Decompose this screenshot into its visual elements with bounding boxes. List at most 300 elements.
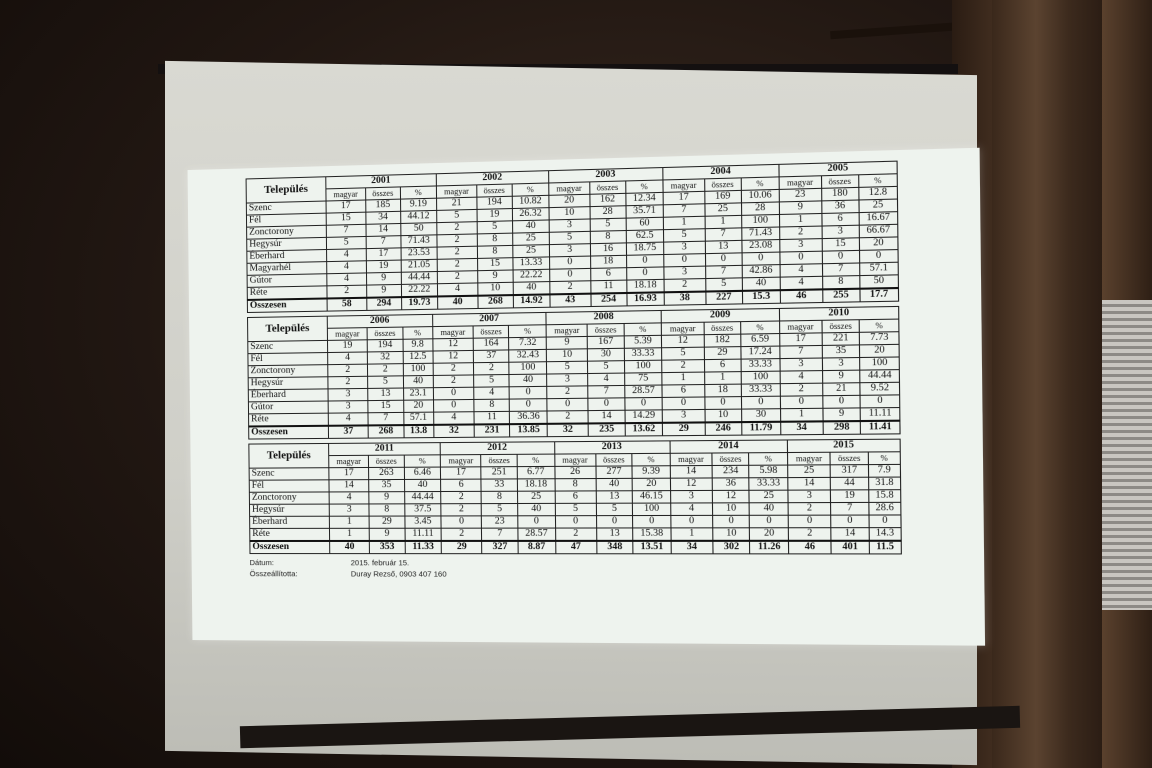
settlement-name: Réte [249, 413, 329, 426]
table-cell: 9 [477, 270, 513, 283]
sub-header: magyar [326, 188, 366, 201]
table-cell: 6 [821, 213, 858, 226]
table-cell: 3.45 [405, 516, 442, 528]
total-cell: 11.26 [750, 541, 789, 554]
sub-header: % [741, 321, 780, 334]
table-cell: 4 [670, 503, 712, 516]
year-header: 2005 [779, 161, 897, 177]
table-cell: 12 [433, 338, 474, 351]
table-cell: 1 [663, 216, 705, 229]
date-value: 2015. február 15. [350, 558, 410, 568]
table-cell: 10 [549, 207, 590, 220]
table-cell: 32.43 [509, 349, 546, 362]
table-cell: 12 [433, 350, 474, 363]
table-cell: 100 [633, 503, 671, 516]
table-cell: 1 [704, 372, 741, 385]
table-cell: 5.98 [749, 465, 788, 478]
table-cell: 10.06 [741, 189, 779, 202]
table-cell: 0 [742, 252, 780, 265]
table-cell: 234 [712, 465, 749, 478]
table-cell: 15 [477, 258, 513, 271]
table-cell: 18 [704, 384, 741, 397]
table-cell: 5 [547, 361, 588, 374]
table-cell: 0 [625, 397, 663, 410]
table-cell: 5 [662, 347, 704, 360]
table-cell: 6 [590, 268, 626, 281]
table-cell: 0 [662, 397, 704, 410]
table-cell: 4 [329, 492, 369, 504]
sub-header: % [625, 180, 663, 193]
table-cell: 40 [513, 282, 550, 296]
table-cell: 13 [705, 240, 742, 253]
table-cell: 3 [329, 504, 369, 516]
table-cell: 4 [474, 387, 510, 400]
sub-header: % [509, 325, 546, 338]
table-cell: 23.08 [742, 240, 780, 253]
table-cell: 6.77 [517, 466, 554, 479]
table-cell: 0 [626, 255, 664, 268]
table-cell: 40 [403, 375, 433, 388]
table-cell: 182 [704, 334, 741, 347]
table-cell: 19 [366, 260, 401, 273]
total-cell: 255 [822, 289, 859, 303]
table-cell: 2 [441, 491, 482, 503]
table-cell: 3 [780, 358, 823, 371]
table-cell: 44.12 [400, 210, 436, 223]
table-cell: 3 [328, 401, 368, 414]
table-cell: 62.5 [626, 230, 664, 243]
sub-header: % [517, 454, 554, 467]
header-label: Település [249, 443, 329, 468]
table-cell: 0 [555, 516, 596, 528]
table-cell: 10 [705, 409, 742, 422]
table-cell: 2 [437, 222, 477, 235]
table-cell: 0 [705, 253, 742, 266]
table-cell: 14 [788, 477, 831, 490]
table-cell: 8 [369, 504, 404, 516]
table-cell: 17.24 [741, 346, 780, 359]
table-cell: 6 [555, 491, 596, 503]
table-cell: 0 [741, 396, 780, 409]
table-cell: 4 [433, 412, 474, 425]
sub-header: % [859, 319, 898, 332]
table-cell: 12.8 [858, 186, 897, 200]
table-cell: 5 [596, 503, 633, 515]
sub-header: magyar [327, 328, 367, 341]
sub-header: magyar [441, 455, 482, 467]
table-cell: 25 [512, 232, 549, 245]
table-cell: 0 [510, 386, 547, 399]
table-cell: 40 [404, 479, 441, 491]
total-cell: 58 [327, 298, 367, 311]
table-cell: 0 [626, 267, 664, 280]
table-cell: 17 [366, 248, 401, 261]
table-cell: 35.71 [626, 205, 664, 218]
table-cell: 100 [741, 371, 780, 384]
total-cell: 268 [478, 295, 514, 308]
table-cell: 18.18 [626, 279, 664, 293]
table-cell: 9 [369, 528, 404, 541]
table-cell: 29 [704, 347, 741, 360]
sub-header: összes [712, 453, 749, 466]
table-cell: 21 [437, 197, 477, 210]
sub-header: összes [473, 325, 509, 338]
sub-header: összes [365, 187, 400, 200]
total-cell: 268 [368, 425, 403, 438]
table-cell: 7 [588, 385, 625, 398]
table-cell: 0 [869, 515, 901, 528]
sub-header: magyar [788, 452, 831, 465]
table-cell: 40 [517, 503, 554, 515]
table-cell: 17 [329, 467, 369, 479]
total-cell: 13.62 [625, 423, 663, 436]
table-cell: 8 [590, 231, 626, 244]
year-header: 2003 [549, 168, 663, 183]
table-cell: 40 [509, 374, 546, 387]
table-cell: 1 [671, 528, 713, 541]
table-cell: 6.46 [404, 467, 441, 479]
curtain-drape [992, 0, 1102, 768]
total-cell: 32 [547, 423, 588, 436]
sub-header: % [749, 453, 788, 466]
total-cell: 29 [663, 422, 705, 435]
total-cell: 11.41 [861, 421, 900, 434]
table-cell: 10 [712, 503, 749, 516]
total-cell: 254 [591, 293, 627, 307]
table-cell: 12 [712, 490, 749, 503]
total-cell: 353 [370, 541, 405, 554]
sub-header: % [632, 453, 670, 466]
table-cell: 1 [329, 528, 369, 541]
total-cell: 14.92 [513, 294, 550, 307]
table-cell: 20 [632, 478, 670, 491]
table-cell: 9.19 [400, 198, 436, 211]
table-cell: 7.32 [509, 337, 546, 350]
table-cell: 0 [750, 515, 789, 528]
table-cell: 10 [713, 528, 750, 541]
table-cell: 3 [549, 219, 590, 232]
table-cell: 2 [550, 281, 591, 295]
table-cell: 9 [369, 492, 404, 504]
total-row [250, 541, 902, 554]
total-cell: 227 [705, 291, 742, 305]
total-cell: 46 [780, 289, 822, 303]
table-cell: 3 [549, 244, 590, 257]
table-cell: 2 [555, 528, 596, 541]
table-cell: 0 [549, 256, 590, 269]
sub-header: összes [589, 181, 625, 194]
table-cell: 7 [831, 502, 869, 515]
table-cell: 2 [437, 271, 477, 284]
header-label: Település [248, 316, 328, 341]
table-cell: 2 [327, 285, 367, 298]
table-cell: 28.6 [869, 502, 901, 515]
total-cell: 34 [671, 541, 713, 554]
table-cell: 29 [369, 516, 404, 528]
table-cell: 2 [437, 234, 477, 247]
settlement-name: Fél [246, 213, 326, 227]
table-cell: 20 [859, 237, 898, 250]
table-cell: 22.22 [401, 284, 437, 297]
table-cell: 42.86 [742, 265, 780, 278]
table-cell: 20 [549, 194, 590, 207]
year-header: 2013 [554, 441, 670, 454]
date-label: Dátum: [249, 558, 274, 568]
sub-header: összes [587, 324, 624, 337]
table-cell: 14 [670, 465, 712, 478]
table-cell: 9.39 [632, 466, 670, 479]
sub-header: % [512, 183, 549, 196]
settlement-name: Hegysúr [247, 237, 327, 251]
table-cell: 3 [670, 490, 712, 503]
sub-header: összes [830, 452, 868, 465]
table-cell: 2 [662, 360, 704, 373]
table-cell: 71.43 [401, 235, 437, 248]
sub-header: összes [476, 184, 512, 197]
table-cell: 0 [441, 516, 482, 528]
table-cell: 23 [779, 188, 821, 202]
table-cell: 15.38 [633, 528, 671, 541]
settlement-name: Fél [249, 480, 329, 492]
year-header: 2001 [326, 174, 437, 189]
table-cell: 21.05 [401, 259, 437, 272]
sub-header: magyar [779, 320, 822, 333]
table-cell: 2 [328, 376, 368, 389]
table-cell: 2 [433, 363, 474, 376]
table-cell: 3 [780, 239, 822, 252]
table-cell: 3 [822, 225, 859, 238]
sub-header: magyar [779, 176, 821, 190]
total-label: Összesen [250, 541, 330, 554]
table-cell: 5 [555, 503, 596, 515]
sub-header: % [624, 323, 662, 336]
compiled-value: Duray Rezső, 0903 407 160 [350, 569, 447, 579]
table-cell: 26 [554, 466, 595, 479]
table-cell: 9 [823, 408, 861, 421]
total-cell: 16.93 [627, 292, 665, 306]
table-cell: 9 [366, 272, 401, 285]
table-cell: 33.33 [749, 478, 788, 491]
table-cell: 6 [441, 479, 482, 491]
table-cell: 6 [704, 359, 741, 372]
table-cell: 0 [547, 398, 588, 411]
settlement-name: Hegysúr [249, 504, 329, 516]
table-cell: 44.44 [404, 492, 441, 504]
table-cell: 11.11 [405, 528, 442, 541]
sub-header: magyar [670, 453, 712, 466]
table-cell: 4 [780, 276, 822, 290]
table-cell: 100 [741, 214, 779, 227]
table-cell: 0 [860, 395, 899, 408]
table-cell: 44 [831, 477, 869, 490]
table-cell: 66.67 [859, 224, 898, 237]
table-cell: 0 [822, 250, 859, 263]
table-cell: 100 [403, 363, 433, 376]
table-cell: 0 [633, 515, 671, 527]
slide-footer [250, 558, 963, 582]
table-cell: 23 [482, 516, 518, 528]
table-cell: 8 [474, 399, 510, 412]
table-cell: 3 [664, 241, 706, 254]
table-cell: 2 [780, 383, 823, 396]
sub-header: magyar [663, 179, 705, 193]
table-cell: 32 [368, 351, 403, 364]
table-cell: 12 [670, 478, 712, 491]
total-cell: 11.33 [405, 541, 442, 554]
table-cell: 0 [433, 399, 474, 412]
table-cell: 71.43 [741, 227, 779, 240]
table-cell: 1 [780, 408, 823, 421]
sub-header: magyar [554, 454, 595, 467]
table-cell: 33.33 [741, 359, 780, 372]
table-cell: 185 [365, 199, 400, 212]
table-cell: 3 [328, 388, 368, 401]
sub-header: összes [596, 454, 633, 467]
table-cell: 7.9 [868, 464, 900, 477]
table-cell: 0 [550, 268, 591, 281]
table-cell: 1 [779, 213, 821, 227]
table-cell: 164 [473, 338, 509, 351]
total-cell: 13.8 [404, 425, 434, 438]
stats-table [248, 439, 902, 555]
table-cell: 0 [780, 396, 823, 409]
table-cell: 3 [663, 409, 705, 422]
sub-header: magyar [433, 326, 474, 339]
settlement-name: Szenc [249, 468, 329, 481]
table-cell: 57.1 [403, 412, 433, 425]
total-cell: 40 [438, 296, 478, 309]
table-cell: 2 [788, 528, 831, 541]
total-cell: 11.5 [869, 541, 901, 554]
table-cell: 2 [779, 226, 821, 239]
table-cell: 37.5 [404, 504, 441, 516]
year-header: 2011 [329, 443, 441, 456]
table-cell: 40 [512, 220, 549, 233]
table-cell: 11 [590, 280, 626, 294]
table-cell: 13.33 [513, 257, 550, 270]
table-cell: 4 [327, 261, 367, 274]
total-cell: 29 [441, 541, 482, 554]
table-cell: 7.73 [860, 332, 899, 345]
sub-header: összes [369, 455, 404, 467]
table-cell: 25 [859, 199, 898, 213]
sub-header: magyar [436, 185, 476, 198]
table-cell: 9.52 [860, 382, 899, 395]
table-cell: 40 [596, 478, 633, 491]
table-cell: 100 [624, 360, 662, 373]
table-cell: 9 [822, 370, 860, 383]
total-label: Összesen [247, 298, 327, 312]
table-row [250, 528, 901, 541]
sub-header: % [868, 452, 900, 465]
settlement-name: Éberhard [250, 516, 330, 528]
sub-header: összes [481, 454, 517, 467]
table-cell: 46.15 [632, 491, 670, 504]
table-cell: 44.44 [860, 370, 899, 383]
total-cell: 46 [789, 541, 832, 554]
table-cell: 3 [664, 266, 706, 279]
table-cell: 25 [705, 203, 742, 216]
sub-header: % [400, 186, 436, 199]
table-cell: 194 [477, 196, 513, 209]
settlement-name: Zonctorony [248, 365, 328, 378]
table-cell: 0 [704, 397, 741, 410]
year-header: 2002 [436, 171, 548, 186]
table-cell: 9 [546, 336, 587, 349]
table-cell: 6.59 [741, 334, 780, 347]
table-cell: 9 [779, 201, 821, 215]
sub-header: magyar [662, 322, 704, 335]
table-cell: 1 [329, 516, 369, 528]
table-cell: 5 [368, 376, 403, 389]
year-header: 2010 [779, 306, 899, 321]
table-cell: 14.3 [869, 528, 901, 541]
table-cell: 4 [327, 249, 367, 262]
table-row [250, 515, 901, 528]
settlement-name: Éberhard [247, 249, 327, 263]
table-cell: 40 [742, 277, 780, 291]
table-cell: 100 [860, 357, 899, 370]
table-cell: 36.36 [510, 411, 547, 424]
table-cell: 12.5 [403, 351, 433, 364]
table-cell: 25 [788, 465, 831, 478]
table-cell: 4 [328, 413, 368, 426]
table-cell: 7 [663, 204, 705, 217]
table-cell: 14.29 [625, 410, 663, 423]
table-cell: 2 [437, 258, 477, 271]
table-cell: 7 [705, 265, 742, 278]
table-cell: 16.67 [859, 212, 898, 226]
table-cell: 36 [712, 478, 749, 491]
table-cell: 9 [366, 284, 401, 297]
table-cell: 5 [663, 229, 705, 242]
table-cell: 11.11 [860, 408, 899, 422]
year-header: 2015 [787, 439, 900, 452]
table-cell: 25 [512, 245, 549, 258]
sub-header: % [741, 177, 779, 191]
sub-header: összes [821, 175, 858, 189]
table-cell: 36 [821, 200, 858, 213]
table-cell: 13 [368, 388, 403, 401]
table-cell: 75 [624, 373, 662, 386]
table-cell: 8 [477, 233, 513, 246]
table-cell: 5 [437, 209, 477, 222]
table-cell: 221 [822, 332, 860, 345]
table-cell: 28.57 [518, 528, 555, 541]
table-cell: 7 [705, 228, 742, 241]
total-cell: 327 [482, 541, 518, 554]
table-cell: 60 [626, 217, 664, 230]
table-cell: 7 [368, 412, 403, 425]
total-cell: 38 [664, 292, 706, 306]
table-cell: 15 [326, 212, 366, 225]
year-header: 2007 [432, 312, 546, 326]
table-cell: 22.22 [513, 269, 550, 282]
table-cell: 23.53 [401, 247, 437, 260]
settlement-name: Gútor [248, 401, 328, 414]
total-cell: 40 [330, 541, 370, 554]
sub-header: magyar [329, 455, 369, 467]
settlement-name: Szenc [248, 340, 328, 353]
table-cell: 26.32 [512, 208, 549, 221]
table-cell: 25 [749, 490, 788, 503]
table-cell: 40 [750, 503, 789, 516]
sub-header: magyar [549, 182, 590, 195]
table-cell: 2 [547, 386, 588, 399]
sub-header: % [858, 174, 897, 188]
table-cell: 10 [546, 349, 587, 362]
table-cell: 33 [481, 479, 517, 491]
